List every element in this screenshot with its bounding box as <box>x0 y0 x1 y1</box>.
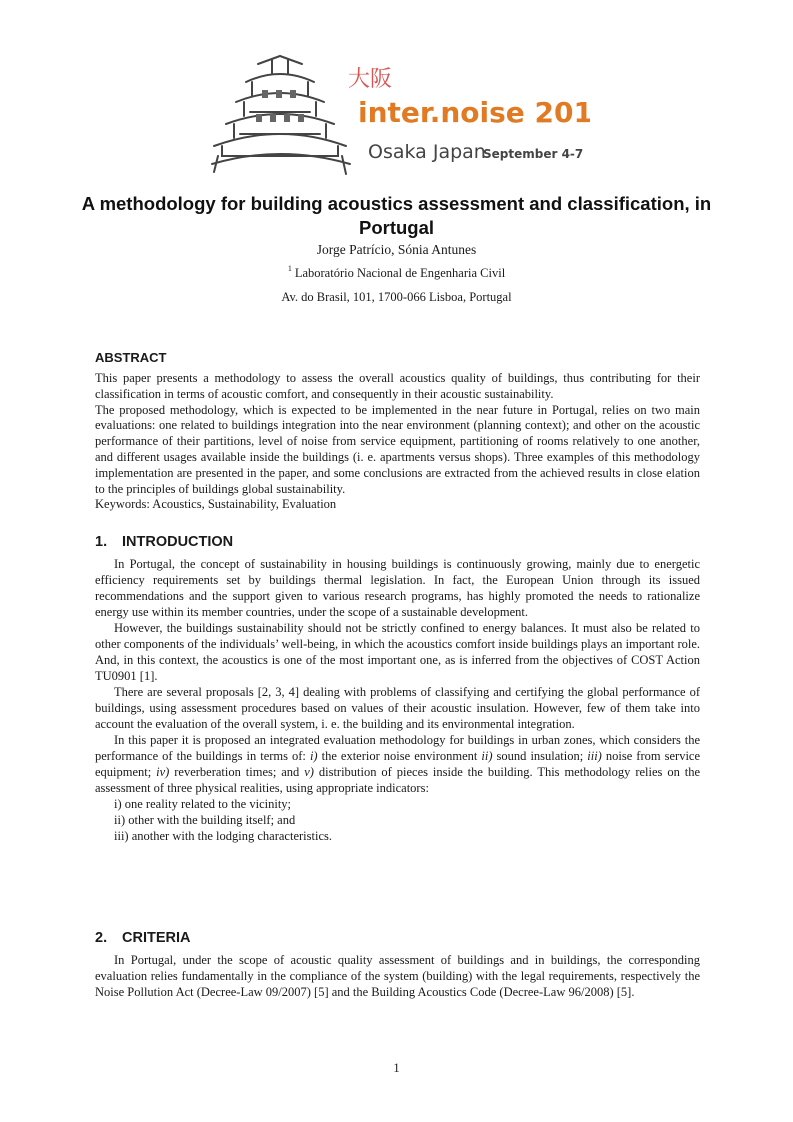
section-number: 1. <box>95 534 108 550</box>
paper-title: A methodology for building acoustics assessment and classification, in Portugal <box>81 193 712 238</box>
abstract-keywords: Keywords: Acoustics, Sustainability, Evaluation <box>95 497 337 512</box>
section-title: CRITERIA <box>122 930 191 946</box>
intro-paragraph: There are several proposals [2, 3, 4] dealing with problems of classifying and certifying the global performance of buildings, using assessment procedures based on values of their acoustic insulation. However, few of them take into account the evaluation of the overall system, i. e. the building and its environmental integration. <box>95 685 700 731</box>
intro-paragraph: In this paper it is proposed an integrated evaluation methodology for buildings in urban zones, which considers the performance of the buildings in terms of: i) the exterior noise environment ii) sound insulation; iii) noise from service equipment; iv) reverberation times; and v) distribution of pieces inside the building. This methodology relies on the assessment of three physical realities, using appropriate indicators: <box>95 733 701 795</box>
intro-paragraph: In Portugal, the concept of sustainability in housing buildings is continuously growing, mainly due to energetic efficiency requirements set by buildings thermal legislation. In fact, the European Union through its issued recommendations and the support given to various research programs, has highly promoted the needs to rationalize energy use within its member countries, under the scope of a sustainable development. <box>95 557 700 619</box>
list-item: ii) other with the building itself; and <box>114 813 296 827</box>
abstract-paragraph: The proposed methodology, which is expected to be implemented in the near future in Portugal, relies on two main evaluations: one related to buildings integration into the near environment (planning context); and other on the acoustic performance of their partitions, level of noise from service equipment, partitioning of rooms relatively to one another, and different usages available inside the buildings (i. e. apartments versus shops). Three examples of this methodology implementation are presented in the paper, and some conclusions are extracted from the achieved results in close elation to the principles of buildings global sustainability. <box>95 402 700 496</box>
abstract-heading: ABSTRACT <box>95 350 167 365</box>
list-item: iii) another with the lodging characteristics. <box>114 829 332 843</box>
logo-dates: September 4-7 <box>483 147 584 161</box>
logo-kanji: 大阪 <box>348 67 393 92</box>
affiliation-mark: 1 <box>287 264 292 273</box>
paper-address: Av. do Brasil, 101, 1700-066 Lisboa, Portugal <box>281 290 512 304</box>
introduction-body <box>95 556 700 844</box>
logo-name: inter.noise 2011 <box>358 96 590 129</box>
list-item: i) one reality related to the vicinity; <box>114 797 292 811</box>
logo-location: Osaka Japan <box>368 141 486 163</box>
conference-logo <box>210 52 590 192</box>
abstract-paragraph: This paper presents a methodology to assess the overall acoustics quality of buildings, thus contributing for their classification in terms of acoustic comfort, and consequently in their acoustic sustainability. <box>95 371 700 401</box>
intro-paragraph: However, the buildings sustainability should not be strictly confined to energy balances. It must also be related to other components of the individuals’ well-being, in which the acoustics comfort inside buildings plays an important role. And, in this context, the acoustics is one of the most important one, as is inferred from the objectives of COST Action TU0901 [1]. <box>95 621 700 683</box>
affiliation-text: Laboratório Nacional de Engenharia Civil <box>294 266 506 280</box>
abstract-body <box>95 371 700 513</box>
criteria-paragraph: In Portugal, under the scope of acoustic quality assessment of buildings and in buildings, the corresponding evaluation relies fundamentally in the compliance of the system (building) with the legal requirements, respectively the Noise Pollution Act (Decree-Law 09/2007) [5] and the Building Acoustics Code (Decree-Law 96/2008) [5]. <box>95 953 700 999</box>
section-title: INTRODUCTION <box>122 534 234 550</box>
page-number: 1 <box>393 1061 400 1075</box>
introduction-heading <box>95 534 700 550</box>
criteria-body <box>95 952 700 1000</box>
paper-affiliation <box>60 266 733 281</box>
criteria-heading <box>95 930 700 946</box>
paper-authors: Jorge Patrício, Sónia Antunes <box>316 242 477 257</box>
reality-list <box>95 796 700 844</box>
section-number: 2. <box>95 930 108 946</box>
osaka-castle-logo-graphic <box>210 52 590 192</box>
